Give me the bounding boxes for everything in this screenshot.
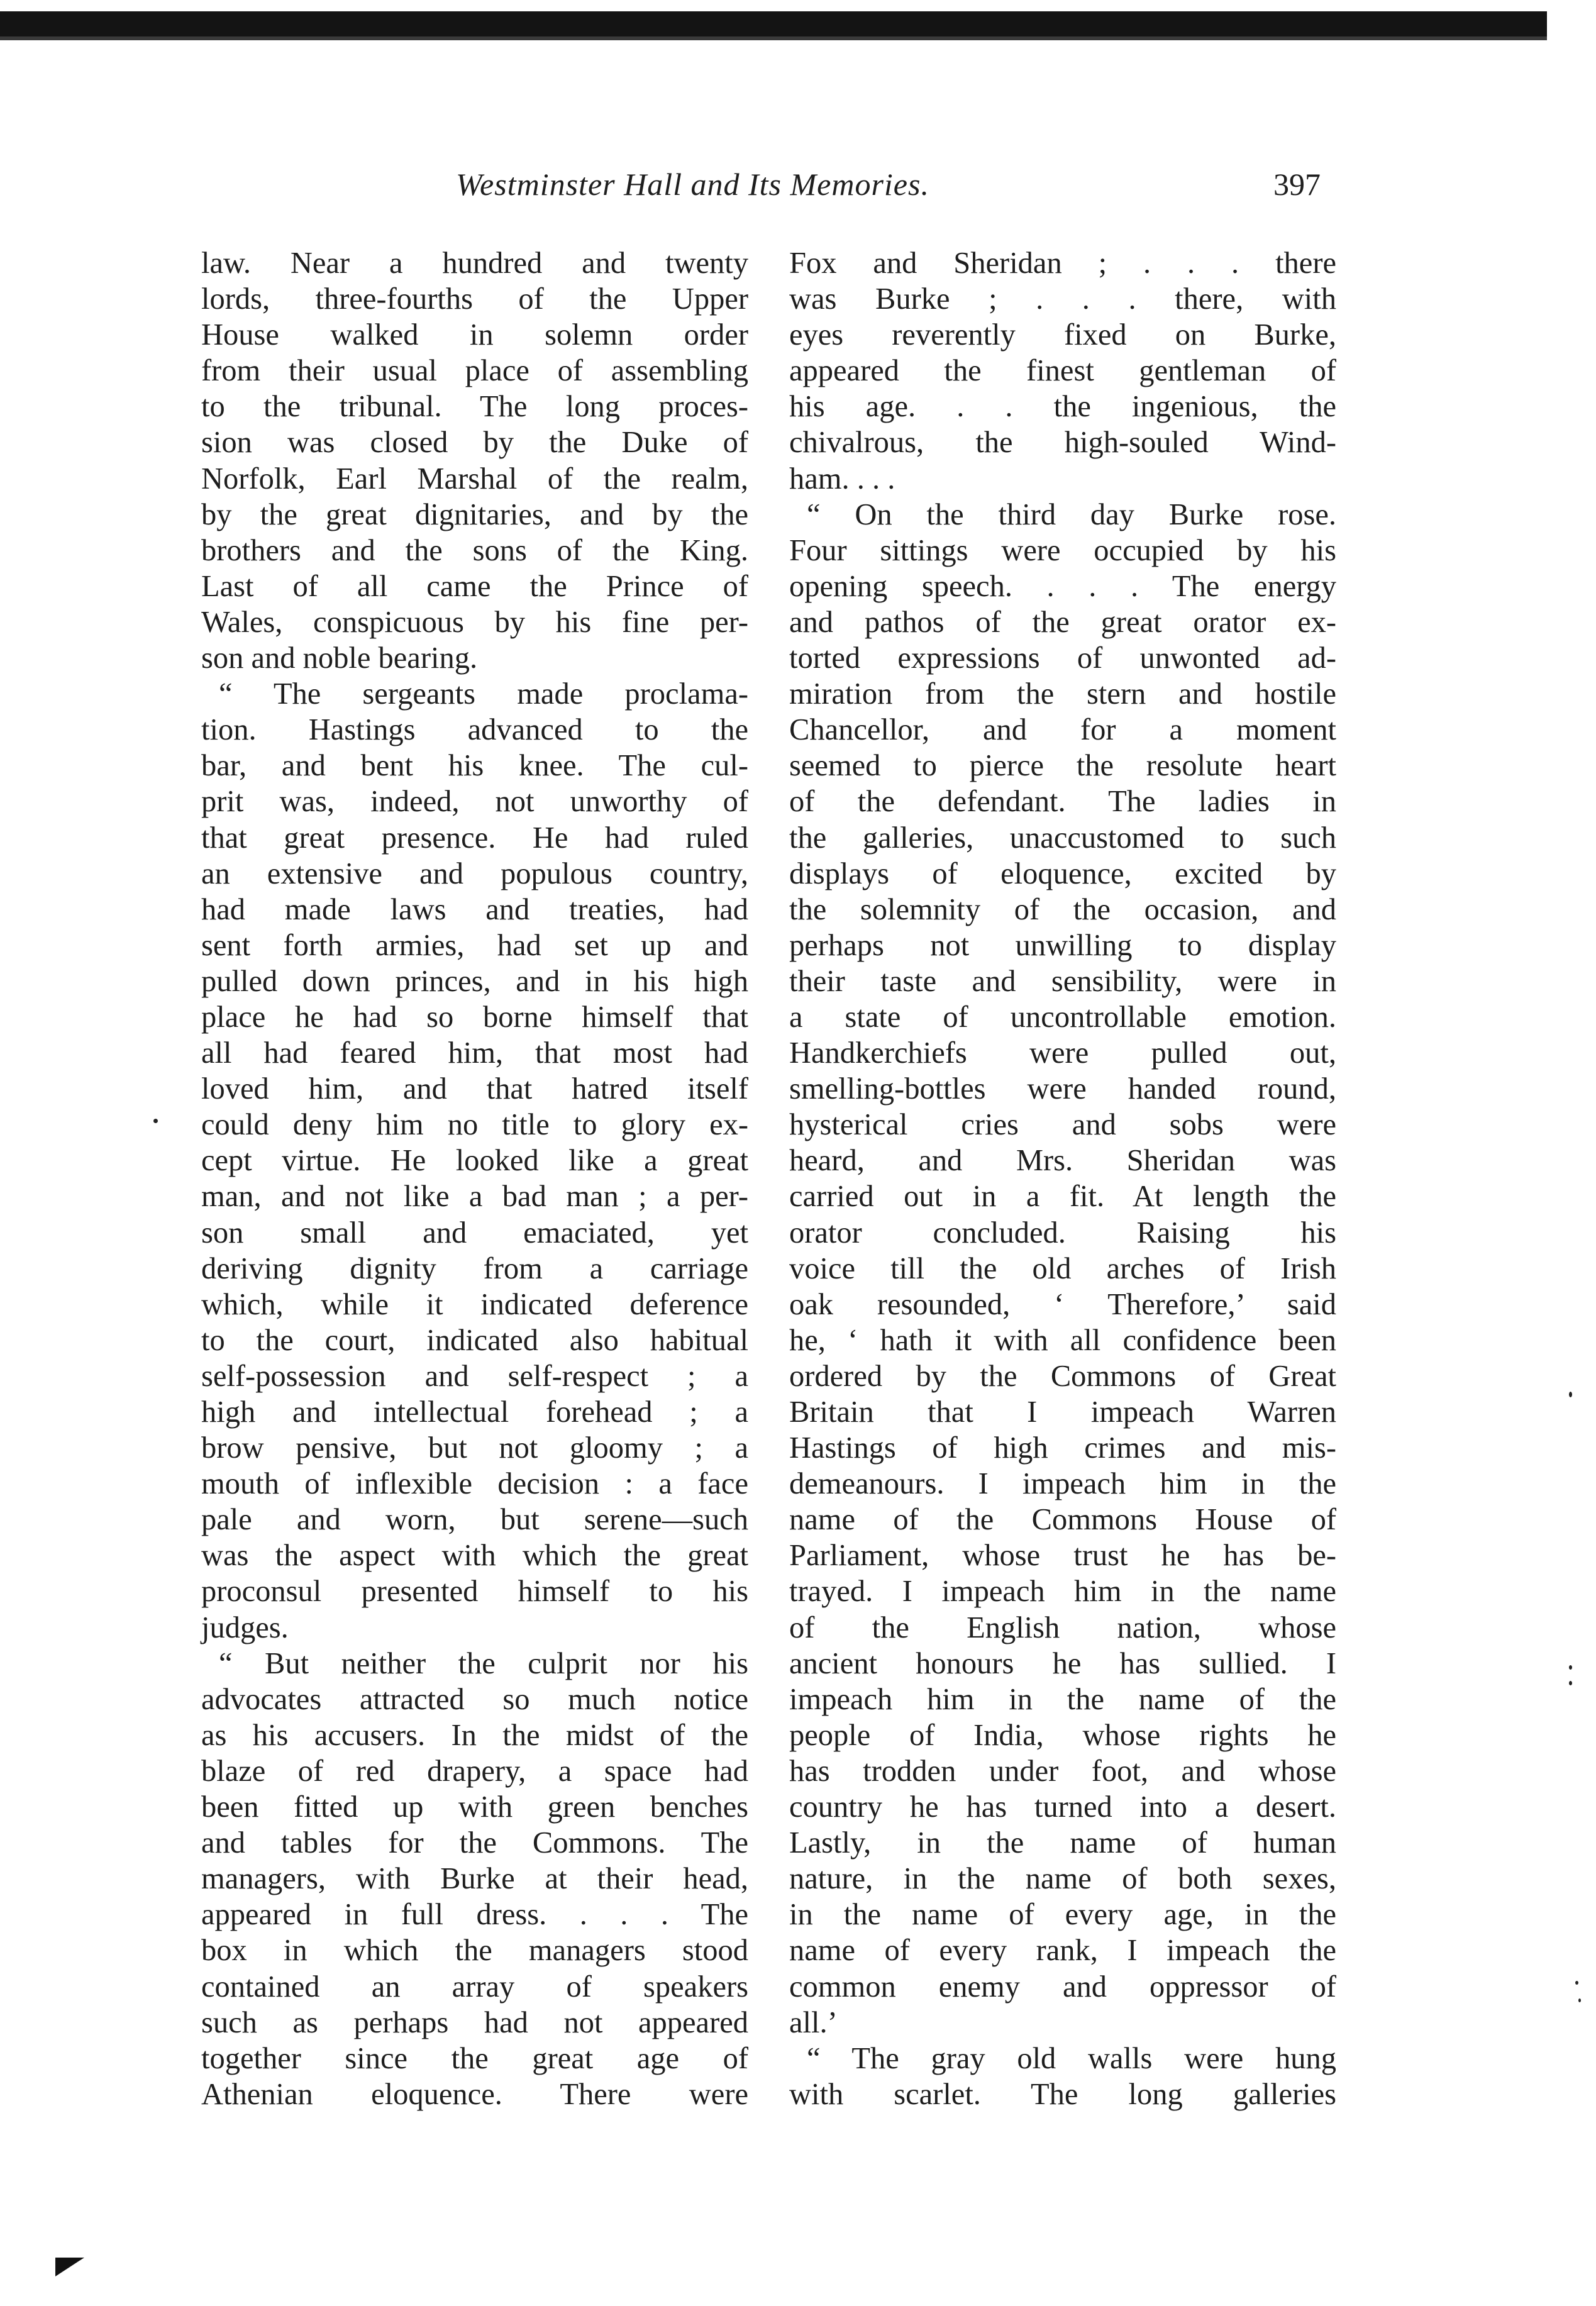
text-line: son small and emaciated, yet <box>201 1216 748 1250</box>
text-line: brothers and the sons of the King. <box>201 533 748 567</box>
text-line: Chancellor, and for a moment <box>789 713 1336 747</box>
text-line: Britain that I impeach Warren <box>789 1395 1336 1429</box>
text-line: name of the Commons House of <box>789 1503 1336 1537</box>
text-line: impeach him in the name of the <box>789 1682 1336 1716</box>
text-line: the solemnity of the occasion, and <box>789 892 1336 926</box>
text-line: displays of eloquence, excited by <box>789 856 1336 890</box>
text-line: bar, and bent his knee. The cul- <box>201 749 748 783</box>
text-line: Hastings of high crimes and mis- <box>789 1431 1336 1465</box>
text-line: which, while it indicated deference <box>201 1287 748 1321</box>
text-line: of the defendant. The ladies in <box>789 785 1336 819</box>
text-line: carried out in a fit. At length the <box>789 1180 1336 1214</box>
text-line: a state of uncontrollable emotion. <box>789 1000 1336 1034</box>
running-title: Westminster Hall and Its Memories. <box>456 167 929 202</box>
text-line: ancient honours he has sullied. I <box>789 1646 1336 1680</box>
text-line: demeanours. I impeach him in the <box>789 1467 1336 1501</box>
text-line: as his accusers. In the midst of the <box>201 1718 748 1752</box>
text-line: perhaps not unwilling to display <box>789 928 1336 962</box>
text-line: “ The sergeants made proclama- <box>219 677 748 711</box>
text-line: oak resounded, ‘ Therefore,’ said <box>789 1287 1336 1321</box>
text-line: the galleries, unaccustomed to such <box>789 821 1336 855</box>
text-line: box in which the managers stood <box>201 1934 748 1968</box>
text-line: place he had so borne himself that <box>201 1000 748 1034</box>
text-line: that great presence. He had ruled <box>201 821 748 855</box>
text-line: sion was closed by the Duke of <box>201 426 748 460</box>
text-line: voice till the old arches of Irish <box>789 1251 1336 1285</box>
text-line: Norfolk, Earl Marshal of the realm, <box>201 462 748 496</box>
text-line: with scarlet. The long galleries <box>789 2077 1336 2111</box>
text-line: Fox and Sheridan ; . . . there <box>789 247 1336 280</box>
text-line: smelling-bottles were handed round, <box>789 1072 1336 1106</box>
text-line: country he has turned into a desert. <box>789 1790 1336 1824</box>
text-line: self-possession and self-respect ; a <box>201 1359 748 1393</box>
text-line: trayed. I impeach him in the name <box>789 1575 1336 1609</box>
text-line: miration from the stern and hostile <box>789 677 1336 711</box>
text-line: lords, three-fourths of the Upper <box>201 282 748 316</box>
text-line: “ On the third day Burke rose. <box>807 497 1336 531</box>
text-line: pulled down princes, and in his high <box>201 964 748 998</box>
scan-corner-mark <box>55 2258 84 2276</box>
text-line: from their usual place of assembling <box>201 354 748 388</box>
text-line: Handkerchiefs were pulled out, <box>789 1036 1336 1070</box>
text-line: he, ‘ hath it with all confidence been <box>789 1323 1336 1357</box>
right-text-column <box>789 245 1336 2112</box>
text-line: advocates attracted so much notice <box>201 1682 748 1716</box>
text-line: law. Near a hundred and twenty <box>201 247 748 280</box>
text-line: Lastly, in the name of human <box>789 1826 1336 1860</box>
scan-speck <box>1569 1681 1572 1685</box>
scan-speck <box>1569 1392 1572 1397</box>
text-line: in the name of every age, in the <box>789 1898 1336 1932</box>
text-line: House walked in solemn order <box>201 318 748 352</box>
text-line: managers, with Burke at their head, <box>201 1862 748 1896</box>
text-line: “ But neither the culprit nor his <box>219 1646 748 1680</box>
text-line: to the tribunal. The long proces- <box>201 390 748 424</box>
text-line: all had feared him, that most had <box>201 1036 748 1070</box>
text-line: prit was, indeed, not unworthy of <box>201 785 748 819</box>
text-line: had made laws and treaties, had <box>201 892 748 926</box>
scan-speck <box>1575 1981 1578 1985</box>
text-line: Wales, conspicuous by his fine per- <box>201 605 748 639</box>
text-line: was Burke ; . . . there, with <box>789 282 1336 316</box>
scan-speck <box>153 1119 158 1123</box>
text-line: chivalrous, the high-souled Wind- <box>789 426 1336 460</box>
text-line: tion. Hastings advanced to the <box>201 713 748 747</box>
page-header <box>0 162 1596 206</box>
text-line: deriving dignity from a carriage <box>201 1251 748 1285</box>
text-line: proconsul presented himself to his <box>201 1575 748 1609</box>
page-number: 397 <box>1273 167 1321 202</box>
text-line: Four sittings were occupied by his <box>789 533 1336 567</box>
text-line: high and intellectual forehead ; a <box>201 1395 748 1429</box>
text-line: name of every rank, I impeach the <box>789 1934 1336 1968</box>
text-line: common enemy and oppressor of <box>789 1970 1336 2004</box>
text-line: orator concluded. Raising his <box>789 1216 1336 1250</box>
top-rule-underline <box>0 36 1547 40</box>
text-line: heard, and Mrs. Sheridan was <box>789 1144 1336 1178</box>
text-line: pale and worn, but serene—such <box>201 1503 748 1537</box>
text-line: man, and not like a bad man ; a per- <box>201 1180 748 1214</box>
text-line: has trodden under foot, and whose <box>789 1754 1336 1788</box>
text-line: people of India, whose rights he <box>789 1718 1336 1752</box>
text-line: ordered by the Commons of Great <box>789 1359 1336 1393</box>
text-line: his age. . . the ingenious, the <box>789 390 1336 424</box>
text-line: their taste and sensibility, were in <box>789 964 1336 998</box>
top-rule <box>0 11 1547 36</box>
scan-speck <box>1578 1998 1581 2002</box>
text-line: of the English nation, whose <box>789 1610 1336 1644</box>
text-line: mouth of inflexible decision : a face <box>201 1467 748 1501</box>
text-line: cept virtue. He looked like a great <box>201 1144 748 1178</box>
text-line: seemed to pierce the resolute heart <box>789 749 1336 783</box>
left-text-column <box>201 245 748 2112</box>
text-line: nature, in the name of both sexes, <box>789 1862 1336 1896</box>
text-line: was the aspect with which the great <box>201 1539 748 1573</box>
text-line: sent forth armies, had set up and <box>201 928 748 962</box>
text-line: hysterical cries and sobs were <box>789 1108 1336 1142</box>
text-line: blaze of red drapery, a space had <box>201 1754 748 1788</box>
text-line: opening speech. . . . The energy <box>789 569 1336 603</box>
text-line: and tables for the Commons. The <box>201 1826 748 1860</box>
text-line: by the great dignitaries, and by the <box>201 497 748 531</box>
text-line: contained an array of speakers <box>201 1970 748 2004</box>
text-line: Athenian eloquence. There were <box>201 2077 748 2111</box>
text-line: appeared the finest gentleman of <box>789 354 1336 388</box>
scan-speck <box>1569 1665 1572 1670</box>
text-line: son and noble bearing. <box>201 641 478 675</box>
text-line: been fitted up with green benches <box>201 1790 748 1824</box>
text-line: could deny him no title to glory ex- <box>201 1108 748 1142</box>
text-line: ham. . . . <box>789 462 895 496</box>
text-line: loved him, and that hatred itself <box>201 1072 748 1106</box>
text-line: such as perhaps had not appeared <box>201 2005 748 2039</box>
text-line: appeared in full dress. . . . The <box>201 1898 748 1932</box>
text-line: together since the great age of <box>201 2041 748 2075</box>
text-line: brow pensive, but not gloomy ; a <box>201 1431 748 1465</box>
text-line: torted expressions of unwonted ad- <box>789 641 1336 675</box>
text-line: and pathos of the great orator ex- <box>789 605 1336 639</box>
text-line: to the court, indicated also habitual <box>201 1323 748 1357</box>
text-line: Last of all came the Prince of <box>201 569 748 603</box>
text-line: “ The gray old walls were hung <box>807 2041 1336 2075</box>
text-line: judges. <box>201 1610 289 1644</box>
text-line: an extensive and populous country, <box>201 856 748 890</box>
text-line: eyes reverently fixed on Burke, <box>789 318 1336 352</box>
text-line: Parliament, whose trust he has be- <box>789 1539 1336 1573</box>
text-line: all.’ <box>789 2005 838 2039</box>
